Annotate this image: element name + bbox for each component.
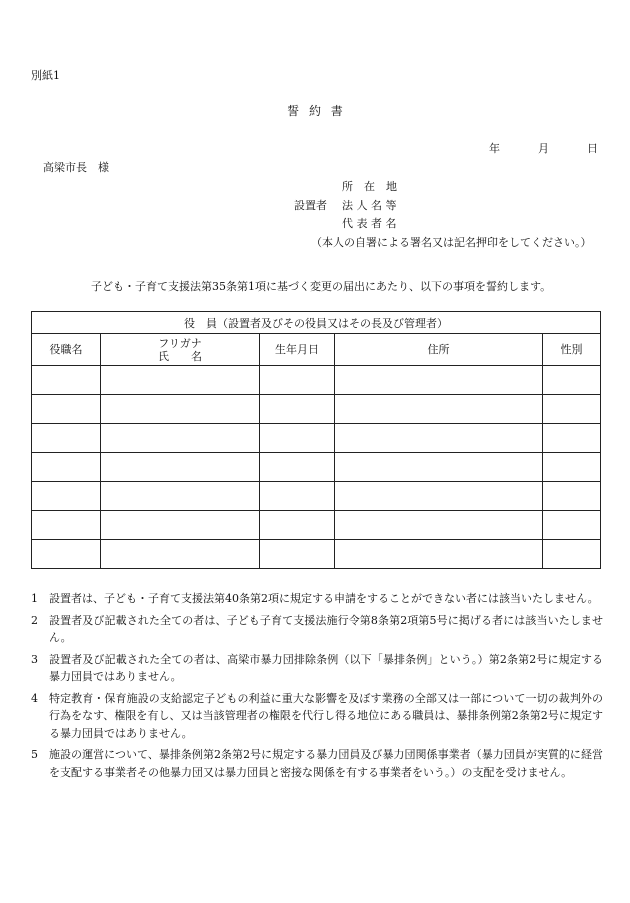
table-row bbox=[32, 540, 601, 569]
table-row bbox=[32, 482, 601, 511]
pledge-item-text: 設置者は、子ども・子育て支援法第40条第2項に規定する申請をすることができない者には該当いたしません。 bbox=[49, 592, 599, 605]
header-position: 役職名 bbox=[32, 334, 101, 366]
name-cell[interactable] bbox=[101, 424, 260, 453]
date-year: 年 bbox=[489, 142, 500, 155]
header-gender: 性別 bbox=[543, 334, 601, 366]
document-title: 誓 約 書 bbox=[287, 104, 343, 118]
position-cell[interactable] bbox=[32, 424, 101, 453]
pledge-item bbox=[31, 651, 603, 686]
gender-cell[interactable] bbox=[543, 453, 601, 482]
address-cell[interactable] bbox=[335, 395, 543, 424]
pledge-item-number: 1 bbox=[31, 592, 38, 605]
pledge-item-number: 4 bbox=[31, 691, 38, 705]
address-cell[interactable] bbox=[335, 424, 543, 453]
name-cell[interactable] bbox=[101, 511, 260, 540]
corporation-name-label: 法 人 名 等 bbox=[342, 199, 397, 212]
birthdate-cell[interactable] bbox=[260, 482, 335, 511]
gender-cell[interactable] bbox=[543, 366, 601, 395]
table-row bbox=[32, 395, 601, 424]
gender-cell[interactable] bbox=[543, 482, 601, 511]
header-address: 住所 bbox=[335, 334, 543, 366]
date-month: 月 bbox=[538, 142, 549, 155]
gender-cell[interactable] bbox=[543, 424, 601, 453]
birthdate-cell[interactable] bbox=[260, 511, 335, 540]
pledge-item-text: 設置者及び記載された全ての者は、子ども子育て支援法施行令第8条第2項第5号に掲げる者には該当いたしません。 bbox=[49, 613, 603, 644]
location-label: 所 在 地 bbox=[342, 180, 397, 193]
registrant-role-label: 設置者 bbox=[294, 199, 327, 212]
header-full-name: 氏 名 bbox=[158, 349, 202, 363]
representative-name-label: 代 表 者 名 bbox=[342, 217, 397, 230]
officers-table bbox=[31, 311, 601, 569]
pledge-item bbox=[31, 590, 603, 608]
header-name bbox=[101, 334, 260, 366]
address-cell[interactable] bbox=[335, 482, 543, 511]
pledge-item-number: 5 bbox=[31, 748, 38, 761]
table-row bbox=[32, 511, 601, 540]
name-cell[interactable] bbox=[101, 482, 260, 511]
birthdate-cell[interactable] bbox=[260, 453, 335, 482]
position-cell[interactable] bbox=[32, 540, 101, 569]
position-cell[interactable] bbox=[32, 395, 101, 424]
name-cell[interactable] bbox=[101, 366, 260, 395]
name-cell[interactable] bbox=[101, 453, 260, 482]
pledge-item-text: 施設の運営について、暴排条例第2条第2号に規定する暴力団員及び暴力団関係事業者（暴力団員が実質的に経営を支配する事業者その他暴力団又は暴力団員と密接な関係を有する事業者をいう。）の支配を受けません。 bbox=[49, 748, 603, 779]
date-day: 日 bbox=[587, 142, 598, 155]
birthdate-cell[interactable] bbox=[260, 366, 335, 395]
date-line bbox=[489, 140, 598, 156]
header-furigana: フリガナ bbox=[158, 336, 202, 350]
table-row bbox=[32, 453, 601, 482]
position-cell[interactable] bbox=[32, 511, 101, 540]
address-cell[interactable] bbox=[335, 366, 543, 395]
position-cell[interactable] bbox=[32, 366, 101, 395]
address-cell[interactable] bbox=[335, 453, 543, 482]
pledge-item-number: 3 bbox=[31, 652, 38, 666]
header-birthdate: 生年月日 bbox=[260, 334, 335, 366]
position-cell[interactable] bbox=[32, 453, 101, 482]
signature-note: （本人の自署による署名又は記名押印をしてください。） bbox=[311, 236, 592, 249]
birthdate-cell[interactable] bbox=[260, 395, 335, 424]
position-cell[interactable] bbox=[32, 482, 101, 511]
birthdate-cell[interactable] bbox=[260, 540, 335, 569]
name-cell[interactable] bbox=[101, 395, 260, 424]
name-cell[interactable] bbox=[101, 540, 260, 569]
table-caption: 役 員（設置者及びその役員又はその長及び管理者） bbox=[32, 312, 601, 334]
table-row bbox=[32, 366, 601, 395]
addressee: 高梁市長 様 bbox=[43, 161, 109, 174]
pledge-item bbox=[31, 612, 603, 647]
pledge-item-text: 設置者及び記載された全ての者は、高梁市暴力団排除条例（以下「暴排条例」という。）第2条第2号に規定する暴力団員ではありません。 bbox=[49, 652, 603, 683]
address-cell[interactable] bbox=[335, 540, 543, 569]
attachment-label: 別紙1 bbox=[31, 69, 60, 82]
pledge-intro: 子ども・子育て支援法第35条第1項に基づく変更の届出にあたり、以下の事項を誓約します。 bbox=[91, 280, 552, 293]
pledge-item bbox=[31, 690, 603, 743]
table-row bbox=[32, 424, 601, 453]
pledge-item-number: 2 bbox=[31, 613, 38, 627]
gender-cell[interactable] bbox=[543, 540, 601, 569]
pledge-items bbox=[31, 590, 603, 785]
address-cell[interactable] bbox=[335, 511, 543, 540]
birthdate-cell[interactable] bbox=[260, 424, 335, 453]
gender-cell[interactable] bbox=[543, 511, 601, 540]
gender-cell[interactable] bbox=[543, 395, 601, 424]
pledge-item bbox=[31, 746, 603, 781]
pledge-item-text: 特定教育・保育施設の支給認定子どもの利益に重大な影響を及ぼす業務の全部又は一部について一切の裁判外の行為をなす、権限を有し、又は当該管理者の権限を代行し得る地位にある職員は、暴排条例第2条第2号に規定する暴力団員ではありません。 bbox=[49, 691, 603, 740]
